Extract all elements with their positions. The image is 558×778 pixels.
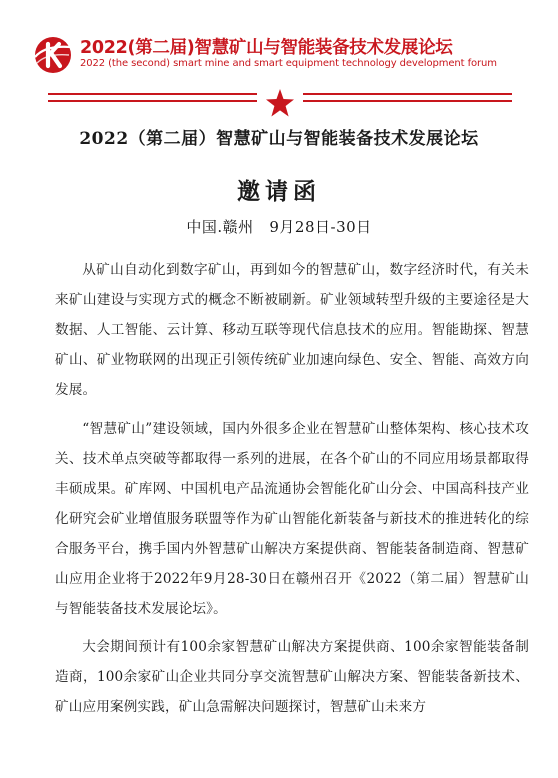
header-title: 2022(第二届)智慧矿山与智能装备技术发展论坛 (80, 38, 453, 58)
document-body (55, 255, 529, 731)
star-icon (265, 88, 295, 118)
header-rule-right-bottom (303, 100, 512, 102)
place-date: 中国.赣州 9月28日-30日 (186, 218, 372, 236)
document-title: 2022（第二届）智慧矿山与智能装备技术发展论坛 (79, 129, 479, 149)
forum-header (0, 0, 558, 110)
header-rule-right-top (303, 93, 512, 95)
header-subtitle: 2022 (the second) smart mine and smart equipment technology development forum (80, 58, 497, 69)
forum-logo-icon (33, 35, 73, 75)
header-rule-left-top (48, 93, 257, 95)
invitation-heading: 邀请函 (237, 178, 321, 205)
paragraph: “智慧矿山”建设领域，国内外很多企业在智慧矿山整体架构、核心技术攻关、技术单点突破等都取得一系列的进展，在各个矿山的不同应用场景都取得丰硕成果。矿库网、中国机电产品流通协会智能化矿山分会、中国高科技产业化研究会矿业增值服务联盟等作为矿山智能化新装备与新技术的推进转化的综合服务平台，携手国内外智慧矿山解决方案提供商、智能装备制造商、智慧矿山应用企业将于2022年9月28-30日在赣州召开《2022（第二届）智慧矿山与智能装备技术发展论坛》。 (55, 420, 529, 617)
paragraph: 大会期间预计有100余家智慧矿山解决方案提供商、100余家智能装备制造商，100余家矿山企业共同分享交流智慧矿山解决方案、智能装备新技术、矿山应用案例实践，矿山急需解决问题探讨，智慧矿山未来方 (55, 639, 529, 715)
paragraph: 从矿山自动化到数字矿山，再到如今的智慧矿山，数字经济时代，有关未来矿山建设与实现方式的概念不断被刷新。矿业领域转型升级的主要途径是大数据、人工智能、云计算、移动互联等现代信息技术的应用。智能勘探、智慧矿山、矿业物联网的出现正引领传统矿业加速向绿色、安全、智能、高效方向发展。 (55, 262, 529, 398)
header-rule-left-bottom (48, 100, 257, 102)
